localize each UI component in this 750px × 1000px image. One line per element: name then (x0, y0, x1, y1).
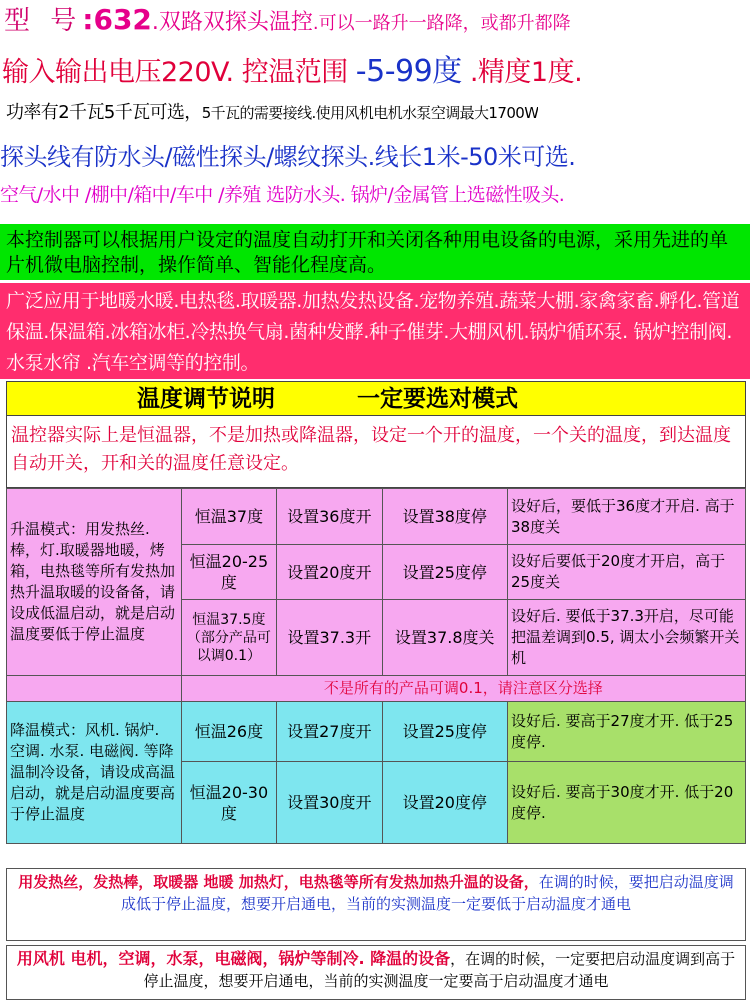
heating-note: 设好后，要低于36度才开启. 高于38度关 (508, 489, 746, 545)
application-pink-band: 广泛应用于地暖水暖.电热毯.取暖器.加热发热设备.宠物养殖.蔬菜大棚.家禽家畜.孵化.管道保温.保温箱.冰箱冰柜.冷热换气扇.菌种发酵.种子催芽.大棚风机.锅炉循环泵. 锅炉控制阀.水泵水帘 .汽车空调等的控制。 (0, 283, 750, 379)
heating-on: 设置36度开 (277, 489, 382, 545)
probe-usage-line: 空气/水中 /棚中/箱中/车中 /养殖 选防水头. 锅炉/金属管上选磁性吸头. (0, 184, 565, 206)
cooling-on: 设置27度开 (277, 702, 382, 762)
voltage-text: 输入输出电压220V. 控温范围 (2, 57, 348, 86)
power-line (6, 98, 538, 124)
heating-on: 设置20度开 (277, 545, 382, 600)
heating-footer-bold: 用发热丝，发热棒，取暖器 地暖 加热灯，电热毯等所有发热加热升温的设备， (18, 873, 539, 891)
range-text: -5-99度 (355, 54, 462, 86)
cooling-footer-note (6, 945, 746, 1000)
heating-note: 设好后要低于20度才开启，高于25度关 (508, 545, 746, 600)
thermostat-notice: 温控器实际上是恒温器，不是加热或降温器，设定一个开的温度，一个关的温度，到达温度自动开关，开和关的温度任意设定。 (6, 416, 746, 488)
heating-footer-text: 在调的时候，要把启动温度调成低于停止温度，想要开启通电，当前的实测温度一定要低于启动温度才通电 (120, 873, 734, 913)
cooling-on: 设置30度开 (277, 762, 382, 844)
model-line (4, 0, 571, 38)
model-label: 型 号 (4, 6, 83, 36)
voltage-line (2, 46, 582, 86)
cooling-footer-text: ，在调的时候，一定要把启动温度调到高于停止温度，想要开启通电，当前的实测温度一定要高于启动温度才通电 (143, 950, 736, 990)
heating-mode-description: 升温模式：用发热丝.棒，灯.取暖器地暖，烤箱，电热毯等所有发热加热升温取暖的设备备，请设成低温启动，就是启动温度要低于停止温度 (7, 489, 182, 676)
table-heading (6, 381, 746, 416)
heating-constant: 恒温37度 (181, 489, 276, 545)
cooling-footer-bold: 用风机 电机，空调，水泵，电磁阀，锅炉等制冷. 降温的设备 (16, 949, 451, 968)
cooling-off: 设置25度停 (382, 702, 508, 762)
model-number: :632 (82, 3, 152, 36)
heating-off: 设置38度停 (382, 489, 508, 545)
heating-constant: 恒温37.5度（部分产品可以调0.1） (181, 600, 276, 676)
cooling-mode-description: 降温模式：风机. 锅炉. 空调. 水泵. 电磁阀. 等降温制冷设备，请设成高温启动，就是启动温度要高于停止温度 (7, 702, 182, 844)
settings-table-block (6, 381, 746, 844)
power-text: 功率有2千瓦5千瓦可选， (6, 102, 202, 123)
model-title: .双路双探头温控 (151, 10, 313, 35)
heating-off: 设置25度停 (382, 545, 508, 600)
table-row (7, 702, 746, 762)
heating-on: 设置37.3开 (277, 600, 382, 676)
probe-line: 探头线有防水头/磁性探头/螺纹探头.线长1米-50米可选. (0, 143, 576, 171)
heating-footer-note (6, 868, 746, 941)
heating-off: 设置37.8度关 (382, 600, 508, 676)
cooling-constant: 恒温26度 (181, 702, 276, 762)
cooling-off: 设置20度停 (382, 762, 508, 844)
heating-note: 设好后. 要低于37.3开启，尽可能把温差调到0.5, 调太小会频繁开关机 (508, 600, 746, 676)
intro-green-band: 本控制器可以根据用户设定的温度自动打开和关闭各种用电设备的电源，采用先进的单片机微电脑控制，操作简单、智能化程度高。 (0, 224, 750, 280)
model-subtitle: .可以一路升一路降，或都升都降 (312, 13, 571, 34)
precision-warning: 不是所有的产品可调0.1，请注意区分选择 (181, 676, 745, 702)
precision-text: .精度1度. (469, 57, 583, 86)
table-title: 温度调节说明 (137, 386, 275, 412)
cooling-note: 设好后. 要高于30度才开. 低于20度停. (508, 762, 746, 844)
table-row (7, 489, 746, 545)
settings-table (6, 488, 746, 844)
table-row (7, 676, 746, 702)
power-note: 5千瓦的需要接线.使用风机电机水泵空调最大1700W (201, 104, 539, 122)
table-subtitle: 一定要选对模式 (357, 386, 519, 412)
cooling-note: 设好后. 要高于27度才开. 低于25度停. (508, 702, 746, 762)
cooling-constant: 恒温20-30度 (181, 762, 276, 844)
heating-constant: 恒温20-25度 (181, 545, 276, 600)
